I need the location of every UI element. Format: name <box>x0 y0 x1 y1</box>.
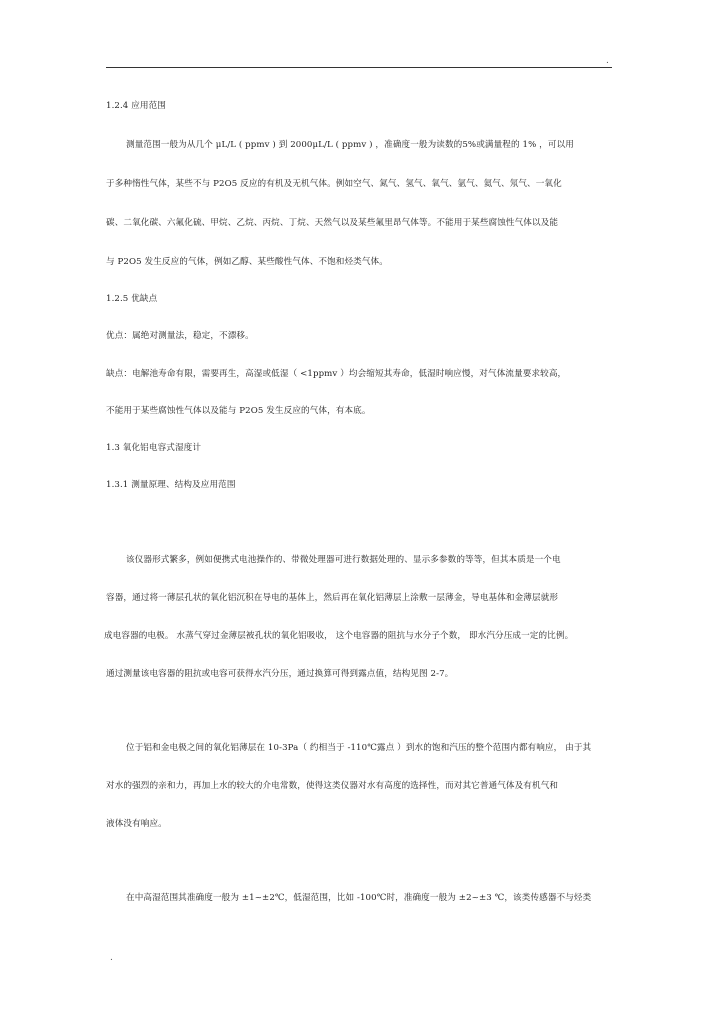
paragraph-line: 液体没有响应。 <box>106 819 167 829</box>
section-heading-1-2-4: 1.2.4 应用范围 <box>106 101 166 111</box>
paragraph-line: 容器，通过将一薄层孔状的氧化铝沉积在导电的基体上，然后再在氧化铝薄层上涂敷一层薄金，导电基体和金薄层就形 <box>106 593 559 603</box>
footer-corner-mark: . <box>110 953 113 963</box>
header-rule <box>106 67 612 68</box>
paragraph-line: 与 P2O5 发生反应的气体，例如乙醇、某些酸性气体、不饱和烃类气体。 <box>106 257 388 267</box>
header-corner-mark: . <box>606 56 609 66</box>
section-heading-1-3: 1.3 氧化铝电容式湿度计 <box>106 443 202 453</box>
paragraph-line: 位于铝和金电极之间的氧化铝薄层在 10-3Pa（ 约相当于 -110℃露点 ）到水的饱和汽压的整个范围内都有响应， 由于其 <box>126 743 592 753</box>
paragraph-line: 成电容器的电极。 水蒸气穿过金薄层被孔状的氧化铝吸收， 这个电容器的阻抗与水分子个数， 即水汽分压成一定的比例。 <box>104 631 574 641</box>
paragraph-line: 优点：属绝对测量法，稳定，不漂移。 <box>106 331 254 341</box>
paragraph-line: 该仪器形式繁多，例如便携式电池操作的、带微处理器可进行数据处理的、显示多参数的等等，但其本质是一个电 <box>126 555 561 565</box>
paragraph-line: 不能用于某些腐蚀性气体以及能与 P2O5 发生反应的气体，有本底。 <box>106 406 371 416</box>
paragraph-line: 对水的强烈的亲和力，再加上水的较大的介电常数，使得这类仪器对水有高度的选择性，而对其它普通气体及有机气和 <box>106 781 559 791</box>
paragraph-line: 缺点：电解池寿命有限，需要再生，高湿或低湿（ <1ppmv ）均会缩短其寿命，低湿时响应慢，对气体流量要求较高， <box>106 369 567 379</box>
paragraph-line: 在中高湿范围其准确度一般为 ±1~±2℃，低湿范围，比如 -100℃时，准确度一般为 ±2~±3 ℃，该类传感器不与烃类 <box>126 893 592 903</box>
paragraph-line: 于多种惰性气体，某些不与 P2O5 反应的有机及无机气体。例如空气、氮气、氢气、氧气、氩气、氦气、氖气、一氧化 <box>106 179 562 189</box>
paragraph-line: 测量范围一般为从几个 μL/L ( ppmv ) 到 2000μL/L ( ppmv ) ，准确度一般为读数的5%或满量程的 1% ，可以用 <box>126 140 574 150</box>
paragraph-line: 通过测量该电容器的阻抗或电容可获得水汽分压，通过换算可得到露点值，结构见图 2-7。 <box>106 669 454 679</box>
section-heading-1-2-5: 1.2.5 优缺点 <box>106 294 158 304</box>
section-heading-1-3-1: 1.3.1 测量原理、结构及应用范围 <box>106 480 236 490</box>
paragraph-line: 碳、二氧化碳、六氟化硫、甲烷、乙烷、丙烷、丁烷、天然气以及某些氟里昂气体等。不能用于某些腐蚀性气体以及能 <box>106 218 559 228</box>
